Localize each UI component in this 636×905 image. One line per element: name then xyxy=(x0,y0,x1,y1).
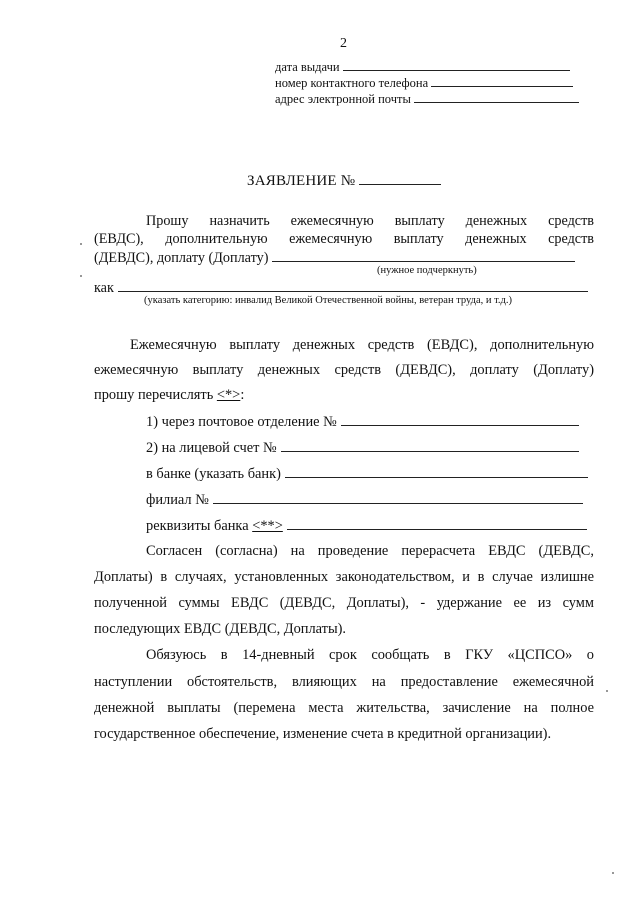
scan-speck xyxy=(80,243,82,245)
category-line[interactable] xyxy=(118,279,588,292)
application-number-line[interactable] xyxy=(359,172,441,185)
transfer-line-3-prefix: прошу перечислять xyxy=(94,387,214,403)
transfer-line-3 xyxy=(94,387,244,404)
title-text: ЗАЯВЛЕНИЕ № xyxy=(247,173,356,189)
hint-underline: (нужное подчеркнуть) xyxy=(377,265,477,276)
account-label: 2) на лицевой счет № xyxy=(146,440,277,456)
scan-speck xyxy=(612,872,614,874)
post-office-label: 1) через почтовое отделение № xyxy=(146,414,337,430)
obligation-line-4: государственное обеспечение, изменение счета в кредитной организации). xyxy=(94,726,552,742)
obligation-line-2: наступлении обстоятельств, влияющих на предоставление ежемесячной xyxy=(94,674,594,690)
bank-details-label: реквизиты банка xyxy=(146,518,249,534)
obligation-line-1: Обязуюсь в 14-дневный срок сообщать в ГКУ «ЦСПСО» о xyxy=(146,647,594,663)
consent-line-2: Доплаты) в случаях, установленных законодательством, и в случае излишне xyxy=(94,569,594,585)
footnote-ref-2: <**> xyxy=(252,518,283,534)
account-field[interactable] xyxy=(146,439,579,457)
document-title xyxy=(247,172,441,190)
phone-field[interactable] xyxy=(275,76,573,91)
post-office-field[interactable] xyxy=(146,413,579,431)
request-line-2: (ЕВДС), дополнительную ежемесячную выплату денежных средств xyxy=(94,231,594,247)
email-line[interactable] xyxy=(414,92,579,103)
issue-date-field[interactable] xyxy=(275,60,570,75)
issue-date-line[interactable] xyxy=(343,60,570,71)
email-label: адрес электронной почты xyxy=(275,92,411,106)
transfer-line-2: ежемесячную выплату денежных средств (ДЕВДС), доплату (Доплату) xyxy=(94,362,594,378)
post-office-line[interactable] xyxy=(341,413,579,426)
email-field[interactable] xyxy=(275,92,579,107)
account-line[interactable] xyxy=(281,439,579,452)
request-line-3-text: (ДЕВДС), доплату (Доплату) xyxy=(94,250,269,266)
as-label: как xyxy=(94,280,114,296)
consent-line-4: последующих ЕВДС (ДЕВДС, Доплаты). xyxy=(94,621,347,637)
transfer-line-1: Ежемесячную выплату денежных средств (ЕВДС), дополнительную xyxy=(130,337,594,353)
phone-line[interactable] xyxy=(431,76,573,87)
branch-field[interactable] xyxy=(146,491,583,509)
footnote-ref-1: <*> xyxy=(216,387,241,403)
transfer-line-3-suffix: : xyxy=(240,387,245,403)
branch-label: филиал № xyxy=(146,492,209,508)
payment-type-line[interactable] xyxy=(272,249,575,262)
bank-line[interactable] xyxy=(285,465,588,478)
bank-details-field[interactable] xyxy=(146,517,587,535)
issue-date-label: дата выдачи xyxy=(275,60,340,74)
page-number: 2 xyxy=(340,36,347,51)
bank-details-line[interactable] xyxy=(287,517,587,530)
scan-speck xyxy=(606,690,608,692)
obligation-line-3: денежной выплаты (перемена места жительства, зачисление на полное xyxy=(94,700,594,716)
hint-category: (указать категорию: инвалид Великой Отечественной войны, ветеран труда, и т.д.) xyxy=(144,295,512,306)
branch-line[interactable] xyxy=(213,491,583,504)
bank-field[interactable] xyxy=(146,465,588,483)
consent-line-1: Согласен (согласна) на проведение перерасчета ЕВДС (ДЕВДС, xyxy=(146,543,594,559)
bank-label: в банке (указать банк) xyxy=(146,466,281,482)
phone-label: номер контактного телефона xyxy=(275,76,429,90)
request-line-3 xyxy=(94,249,575,267)
scan-speck xyxy=(80,275,82,277)
consent-line-3: полученной суммы ЕВДС (ДЕВДС, Доплаты), - удержание ее из сумм xyxy=(94,595,594,611)
request-line-1: Прошу назначить ежемесячную выплату денежных средств xyxy=(146,213,594,229)
